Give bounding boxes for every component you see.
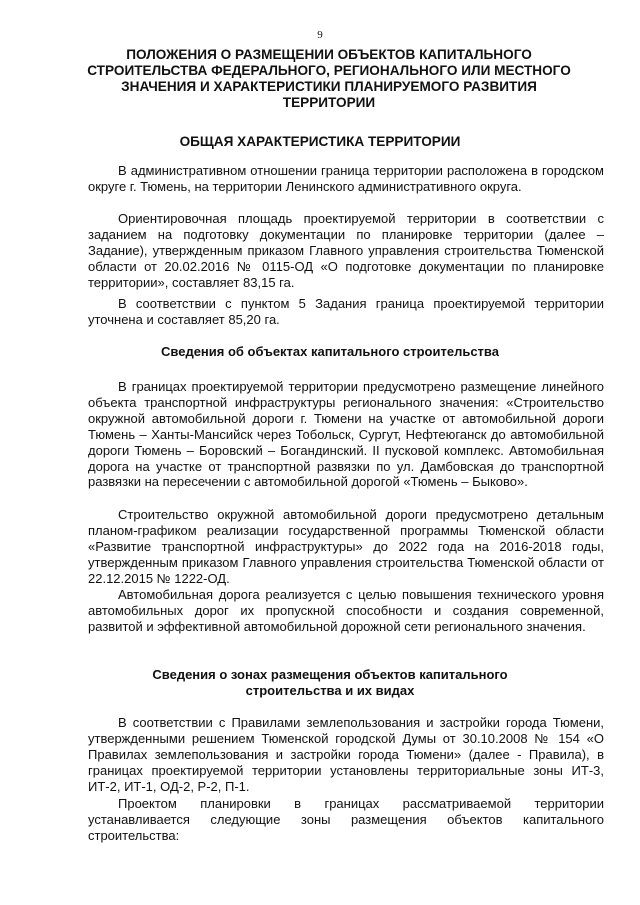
capital-objects-heading: Сведения об объектах капитального строительства [161, 344, 499, 359]
capital-objects-paragraph-3: Автомобильная дорога реализуется с целью повышения технического уровня автомобильных дорог их пропускной способности и создания современной, развитой и эффективной автомобильной дорожной сети регионального значения. [88, 587, 604, 634]
capital-objects-paragraph-2: Строительство окружной автомобильной дороги предусмотрено детальным планом-графиком реализации государственной программы Тюменской области «Развитие транспортной инфраструктуры» до 2022 года на 2016-2018 годы, утвержденным приказом Главного управления строительства Тюменской области от 22.12.2015 № 1222-ОД. [88, 507, 604, 586]
zones-paragraph-1: В соответствии с Правилами землепользования и застройки города Тюмени, утвержденными решением Тюменской городской Думы от 30.10.2008 № 154 «О Правилах землепользования и застройки города Тюмени» (далее - Правила), в границах проектируемой территории установлены территориальные зоны ИТ-3, ИТ-2, ИТ-1, ОД-2, Р-2, П-1. [88, 715, 604, 794]
zones-heading-line-2: строительства и их видах [245, 683, 415, 698]
general-paragraph-1: В административном отношении граница территории расположена в городском округе г. Тюмень, на территории Ленинского административного округа. [88, 163, 604, 194]
general-paragraph-2: Ориентировочная площадь проектируемой территории в соответствии с заданием на подготовку документации по планировке территории (далее – Задание), утвержденным приказом Главного управления строительства Тюменской области от 20.02.2016 № 0115-ОД «О подготовке документации по планировке территории», составляет 83,15 га. [88, 211, 604, 290]
zones-heading-line-1: Сведения о зонах размещения объектов капитального [152, 667, 508, 682]
section-title: ОБЩАЯ ХАРАКТЕРИСТИКА ТЕРРИТОРИИ [179, 134, 461, 149]
general-paragraph-3: В соответствии с пунктом 5 Задания граница проектируемой территории уточнена и составляет 85,20 га. [88, 296, 604, 327]
capital-objects-paragraph-1: В границах проектируемой территории предусмотрено размещение линейного объекта транспортной инфраструктуры регионального значения: «Строительство окружной автомобильной дороги г. Тюмени на участке от автомобильной дороги Тюмень – Ханты-Мансийск через Тобольск, Сургут, Нефтеюганск до автомобильной дороги Тюмень – Боровский – Богандинский. II пусковой комплекс. Автомобильная дорога на участке от транспортной развязки по ул. Дамбовская до транспортной развязки на пересечении с автомобильной дорогой «Тюмень – Быково». [88, 379, 604, 490]
zones-paragraph-2: Проектом планировки в границах рассматриваемой территории устанавливается следующие зоны размещения объектов капитального строительства: [88, 796, 604, 843]
page-number: 9 [317, 29, 323, 41]
main-title: ПОЛОЖЕНИЯ О РАЗМЕЩЕНИИ ОБЪЕКТОВ КАПИТАЛЬНОГО СТРОИТЕЛЬСТВА ФЕДЕРАЛЬНОГО, РЕГИОНАЛЬНОГО ИЛИ МЕСТНОГО ЗНАЧЕНИЯ И ХАРАКТЕРИСТИКИ ПЛАНИРУЕМОГО РАЗВИТИЯ ТЕРРИТОРИИ [87, 47, 571, 110]
zones-heading [110, 667, 550, 699]
